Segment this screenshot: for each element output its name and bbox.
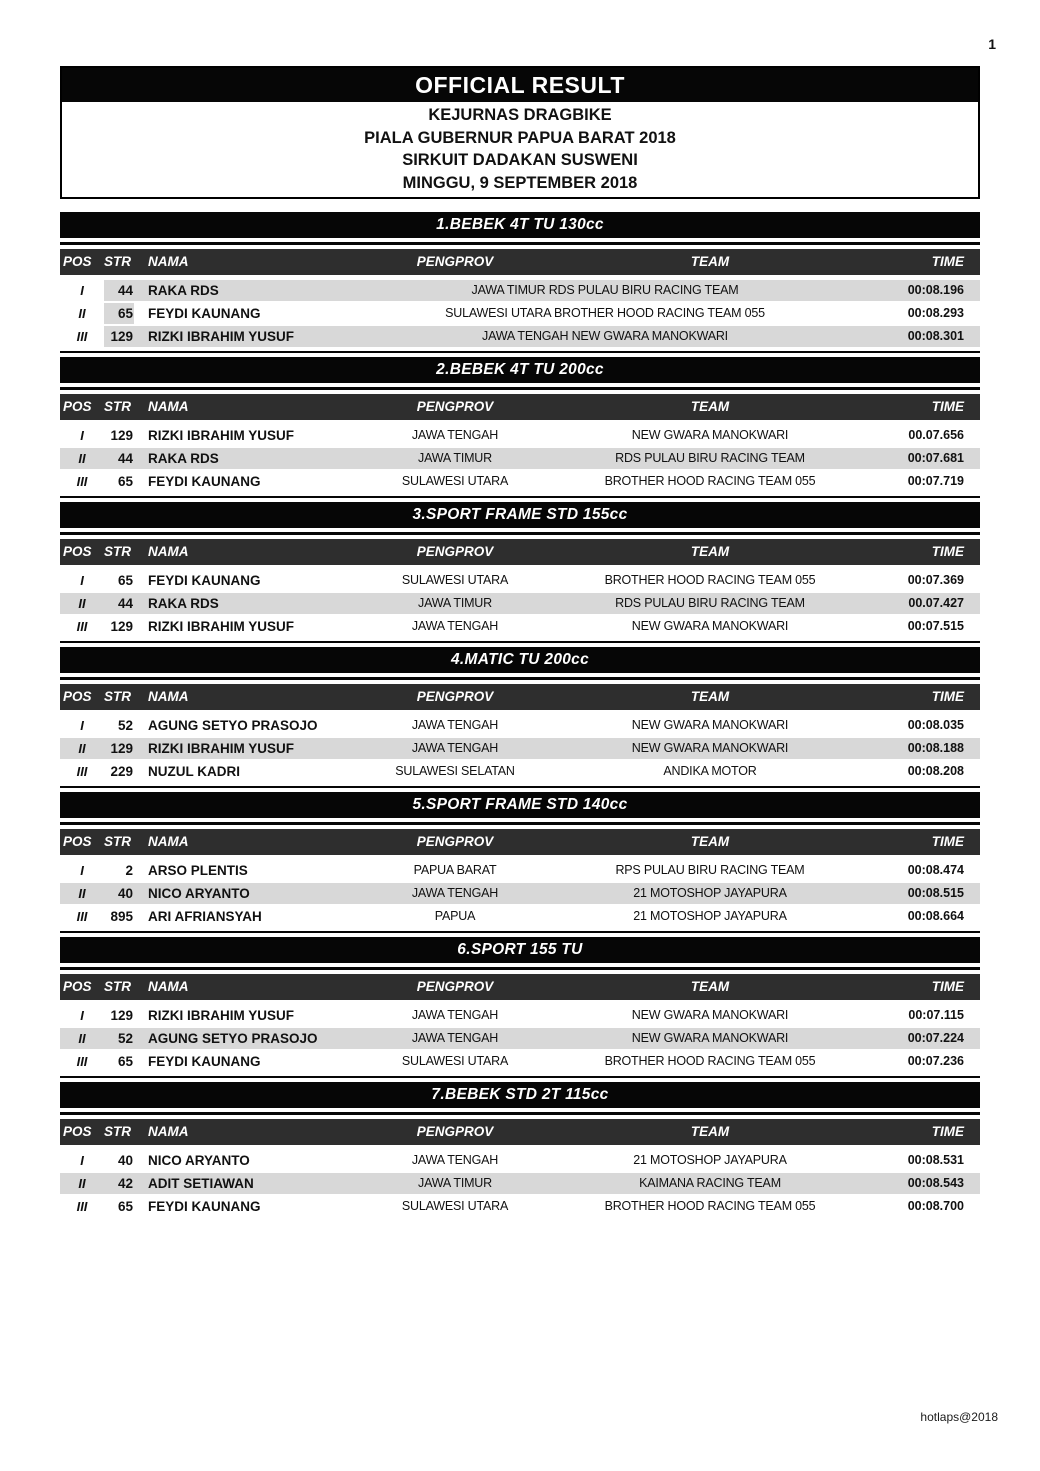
section-sport-155-tu bbox=[60, 937, 980, 1078]
team: ANDIKA MOTOR bbox=[663, 763, 757, 778]
team: NEW GWARA MANOKWARI bbox=[631, 1030, 789, 1045]
col-pengprov: PENGPROV bbox=[416, 398, 494, 414]
pengprov: SULAWESI UTARA bbox=[401, 572, 509, 587]
divider bbox=[60, 242, 980, 245]
divider bbox=[60, 351, 980, 354]
start-number: 52 bbox=[117, 1030, 133, 1046]
column-header-row bbox=[60, 249, 980, 275]
table-row bbox=[60, 1150, 980, 1171]
pengprov: SULAWESI UTARA bbox=[401, 473, 509, 488]
table-row bbox=[60, 471, 980, 492]
col-pengprov: PENGPROV bbox=[416, 978, 494, 994]
table-row bbox=[60, 738, 980, 759]
col-time: TIME bbox=[931, 978, 964, 994]
divider bbox=[60, 387, 980, 390]
start-number: 40 bbox=[117, 885, 133, 901]
pengprov: SULAWESI UTARA bbox=[445, 305, 551, 320]
pengprov: JAWA TENGAH bbox=[411, 740, 499, 755]
start-number: 52 bbox=[117, 717, 133, 733]
rider-name: FEYDI KAUNANG bbox=[148, 1198, 261, 1214]
col-pos: POS bbox=[63, 1123, 92, 1139]
pengprov: JAWA TENGAH bbox=[411, 885, 499, 900]
col-time: TIME bbox=[931, 398, 964, 414]
team: NEW GWARA MANOKWARI bbox=[631, 427, 789, 442]
col-time: TIME bbox=[931, 688, 964, 704]
pengprov: JAWA TENGAH bbox=[411, 1152, 499, 1167]
table-row bbox=[60, 1051, 980, 1072]
table-row bbox=[60, 1196, 980, 1217]
column-header-row bbox=[60, 1119, 980, 1145]
start-number: 129 bbox=[110, 328, 133, 344]
col-pengprov: PENGPROV bbox=[416, 688, 494, 704]
position: III bbox=[76, 328, 88, 344]
start-number: 65 bbox=[117, 473, 133, 489]
rider-name: RIZKI IBRAHIM YUSUF bbox=[148, 328, 295, 344]
time: 00:08.301 bbox=[907, 328, 964, 343]
table-row bbox=[60, 448, 980, 469]
time: 00:08.531 bbox=[907, 1152, 964, 1167]
col-pos: POS bbox=[63, 688, 92, 704]
table-row bbox=[60, 326, 980, 347]
table-row bbox=[60, 616, 980, 637]
section-matic-tu-200cc bbox=[60, 647, 980, 788]
start-number: 65 bbox=[117, 1198, 133, 1214]
time: 00:08.208 bbox=[907, 763, 964, 778]
col-str: STR bbox=[104, 1123, 131, 1139]
start-number: 129 bbox=[110, 740, 133, 756]
divider bbox=[60, 641, 980, 644]
col-str: STR bbox=[104, 398, 131, 414]
rider-name: ADIT SETIAWAN bbox=[148, 1175, 254, 1191]
col-pengprov: PENGPROV bbox=[416, 253, 494, 269]
position: III bbox=[76, 908, 88, 924]
pengprov: JAWA TIMUR bbox=[471, 282, 546, 297]
col-pengprov: PENGPROV bbox=[416, 1123, 494, 1139]
start-number: 65 bbox=[117, 1053, 133, 1069]
pengprov: SULAWESI SELATAN bbox=[395, 763, 515, 778]
rider-name: RAKA RDS bbox=[148, 282, 219, 298]
col-team: TEAM bbox=[690, 688, 730, 704]
section-title: 2.BEBEK 4T TU 200cc bbox=[60, 357, 980, 383]
page-number: 1 bbox=[988, 36, 996, 52]
team: 21 MOTOSHOP JAYAPURA bbox=[633, 908, 787, 923]
pengprov-team bbox=[350, 326, 860, 347]
team: BROTHER HOOD RACING TEAM 055 bbox=[604, 1053, 816, 1068]
rider-name: NICO ARYANTO bbox=[148, 1152, 250, 1168]
col-team: TEAM bbox=[690, 543, 730, 559]
table-row bbox=[60, 1028, 980, 1049]
table-row bbox=[60, 303, 980, 324]
position: III bbox=[76, 473, 88, 489]
position: II bbox=[78, 305, 86, 321]
header-subtitles bbox=[62, 102, 978, 197]
position: I bbox=[80, 1152, 84, 1168]
divider bbox=[60, 496, 980, 499]
section-bebek-4t-tu-200cc bbox=[60, 357, 980, 498]
time: 00:07.115 bbox=[908, 1007, 964, 1022]
col-pos: POS bbox=[63, 978, 92, 994]
pengprov-team bbox=[350, 303, 860, 324]
pengprov: SULAWESI UTARA bbox=[401, 1198, 509, 1213]
start-number: 129 bbox=[110, 427, 133, 443]
table-row bbox=[60, 860, 980, 881]
table-row bbox=[60, 570, 980, 591]
col-team: TEAM bbox=[690, 978, 730, 994]
time: 00:08.474 bbox=[907, 862, 964, 877]
position: I bbox=[80, 1007, 84, 1023]
table-row bbox=[60, 1005, 980, 1026]
pengprov: JAWA TENGAH bbox=[411, 1007, 499, 1022]
table-row bbox=[60, 906, 980, 927]
position: II bbox=[78, 1030, 86, 1046]
pengprov: JAWA TIMUR bbox=[418, 450, 492, 465]
pengprov: JAWA TENGAH bbox=[411, 427, 499, 442]
start-number: 40 bbox=[117, 1152, 133, 1168]
col-time: TIME bbox=[931, 1123, 964, 1139]
table-row bbox=[60, 715, 980, 736]
pengprov: JAWA TENGAH bbox=[482, 328, 569, 343]
rider-name: NUZUL KADRI bbox=[148, 763, 240, 779]
section-sport-frame-std-140cc bbox=[60, 792, 980, 933]
position: II bbox=[78, 1175, 86, 1191]
col-nama: NAMA bbox=[148, 688, 189, 704]
col-team: TEAM bbox=[690, 398, 730, 414]
team: BROTHER HOOD RACING TEAM 055 bbox=[604, 473, 816, 488]
table-row bbox=[60, 883, 980, 904]
pengprov: JAWA TENGAH bbox=[411, 717, 499, 732]
col-nama: NAMA bbox=[148, 398, 189, 414]
rider-name: FEYDI KAUNANG bbox=[148, 1053, 261, 1069]
col-nama: NAMA bbox=[148, 1123, 189, 1139]
start-number: 2 bbox=[125, 862, 133, 878]
team: 21 MOTOSHOP JAYAPURA bbox=[633, 1152, 787, 1167]
header-box bbox=[60, 66, 980, 199]
pengprov-team bbox=[350, 280, 860, 301]
team: NEW GWARA MANOKWARI bbox=[631, 740, 789, 755]
section-title: 1.BEBEK 4T TU 130cc bbox=[60, 212, 980, 238]
divider bbox=[60, 822, 980, 825]
col-pos: POS bbox=[63, 833, 92, 849]
event-circuit: SIRKUIT DADAKAN SUSWENI bbox=[402, 151, 638, 169]
table-row bbox=[60, 761, 980, 782]
position: I bbox=[80, 862, 84, 878]
column-header-row bbox=[60, 394, 980, 420]
divider bbox=[60, 786, 980, 789]
rider-name: RAKA RDS bbox=[148, 450, 219, 466]
rider-name: FEYDI KAUNANG bbox=[148, 305, 261, 321]
team: RDS PULAU BIRU RACING TEAM bbox=[548, 282, 739, 297]
position: II bbox=[78, 885, 86, 901]
divider bbox=[60, 967, 980, 970]
time: 00:08.188 bbox=[907, 740, 964, 755]
column-header-row bbox=[60, 974, 980, 1000]
col-pengprov: PENGPROV bbox=[416, 543, 494, 559]
team: BROTHER HOOD RACING TEAM 055 bbox=[553, 305, 765, 320]
divider bbox=[60, 1112, 980, 1115]
col-pos: POS bbox=[63, 543, 92, 559]
rider-name: RIZKI IBRAHIM YUSUF bbox=[148, 618, 295, 634]
table-row bbox=[60, 1173, 980, 1194]
rider-name: AGUNG SETYO PRASOJO bbox=[148, 717, 318, 733]
sheet-content bbox=[60, 0, 980, 1219]
time: 00:07.224 bbox=[907, 1030, 964, 1045]
pengprov: JAWA TIMUR bbox=[418, 595, 492, 610]
section-title: 5.SPORT FRAME STD 140cc bbox=[60, 792, 980, 818]
col-str: STR bbox=[104, 833, 131, 849]
pengprov: JAWA TENGAH bbox=[411, 618, 499, 633]
team: BROTHER HOOD RACING TEAM 055 bbox=[604, 572, 816, 587]
time: 00:08.543 bbox=[907, 1175, 964, 1190]
time: 00:08.035 bbox=[907, 717, 964, 732]
team: NEW GWARA MANOKWARI bbox=[631, 717, 789, 732]
col-team: TEAM bbox=[690, 253, 730, 269]
rider-name: RIZKI IBRAHIM YUSUF bbox=[148, 740, 295, 756]
divider bbox=[60, 931, 980, 934]
position: III bbox=[76, 763, 88, 779]
time: 00:08.700 bbox=[907, 1198, 964, 1213]
team: 21 MOTOSHOP JAYAPURA bbox=[633, 885, 787, 900]
divider bbox=[60, 532, 980, 535]
position: III bbox=[76, 618, 88, 634]
col-str: STR bbox=[104, 253, 131, 269]
start-number: 129 bbox=[110, 1007, 133, 1023]
position: I bbox=[80, 572, 84, 588]
time: 00.07.427 bbox=[908, 595, 964, 610]
position: III bbox=[76, 1198, 88, 1214]
position: II bbox=[78, 595, 86, 611]
section-title: 7.BEBEK STD 2T 115cc bbox=[60, 1082, 980, 1108]
team: NEW GWARA MANOKWARI bbox=[571, 328, 728, 343]
rider-name: RAKA RDS bbox=[148, 595, 219, 611]
start-number: 129 bbox=[110, 618, 133, 634]
team: RDS PULAU BIRU RACING TEAM bbox=[615, 595, 805, 610]
position: I bbox=[80, 717, 84, 733]
footer-credit: hotlaps@2018 bbox=[920, 1410, 998, 1424]
time: 00:08.196 bbox=[907, 282, 964, 297]
column-header-row bbox=[60, 684, 980, 710]
pengprov: JAWA TIMUR bbox=[418, 1175, 492, 1190]
divider bbox=[60, 677, 980, 680]
position: III bbox=[76, 1053, 88, 1069]
position: II bbox=[78, 740, 86, 756]
team: KAIMANA RACING TEAM bbox=[639, 1175, 781, 1190]
col-time: TIME bbox=[931, 253, 964, 269]
col-time: TIME bbox=[931, 543, 964, 559]
section-title: 4.MATIC TU 200cc bbox=[60, 647, 980, 673]
divider bbox=[60, 1076, 980, 1079]
spacer bbox=[60, 199, 980, 212]
team: RPS PULAU BIRU RACING TEAM bbox=[615, 862, 805, 877]
position: I bbox=[80, 282, 84, 298]
rider-name: RIZKI IBRAHIM YUSUF bbox=[148, 427, 295, 443]
time: 00:07.681 bbox=[907, 450, 964, 465]
start-number: 65 bbox=[117, 572, 133, 588]
start-number: 65 bbox=[117, 305, 133, 321]
time: 00:07.719 bbox=[907, 473, 964, 488]
section-title: 6.SPORT 155 TU bbox=[60, 937, 980, 963]
rider-name: AGUNG SETYO PRASOJO bbox=[148, 1030, 318, 1046]
start-number: 44 bbox=[117, 595, 133, 611]
col-str: STR bbox=[104, 978, 131, 994]
table-row bbox=[60, 280, 980, 301]
start-number: 44 bbox=[117, 450, 133, 466]
pengprov: SULAWESI UTARA bbox=[401, 1053, 509, 1068]
rider-name: ARSO PLENTIS bbox=[148, 862, 248, 878]
col-pos: POS bbox=[63, 253, 92, 269]
time: 00:08.293 bbox=[907, 305, 964, 320]
section-bebek-std-2t-115cc bbox=[60, 1082, 980, 1217]
team: NEW GWARA MANOKWARI bbox=[631, 618, 789, 633]
page-title: OFFICIAL RESULT bbox=[62, 68, 978, 102]
section-bebek-4t-tu-130cc bbox=[60, 212, 980, 353]
col-nama: NAMA bbox=[148, 543, 189, 559]
col-nama: NAMA bbox=[148, 253, 189, 269]
position: II bbox=[78, 450, 86, 466]
table-row bbox=[60, 425, 980, 446]
event-trophy: PIALA GUBERNUR PAPUA BARAT 2018 bbox=[364, 128, 676, 147]
event-date: MINGGU, 9 SEPTEMBER 2018 bbox=[402, 173, 638, 192]
col-time: TIME bbox=[931, 833, 964, 849]
start-number: 42 bbox=[117, 1175, 133, 1191]
rider-name: NICO ARYANTO bbox=[148, 885, 250, 901]
team: NEW GWARA MANOKWARI bbox=[631, 1007, 789, 1022]
position: I bbox=[80, 427, 84, 443]
col-nama: NAMA bbox=[148, 978, 189, 994]
team: BROTHER HOOD RACING TEAM 055 bbox=[604, 1198, 816, 1213]
start-number: 44 bbox=[117, 282, 133, 298]
col-str: STR bbox=[104, 688, 131, 704]
time: 00:08.515 bbox=[907, 885, 964, 900]
time: 00:07.369 bbox=[907, 572, 964, 587]
time: 00.07.656 bbox=[908, 427, 964, 442]
pengprov: PAPUA BARAT bbox=[413, 862, 497, 877]
col-pos: POS bbox=[63, 398, 92, 414]
column-header-row bbox=[60, 829, 980, 855]
time: 00:08.664 bbox=[907, 908, 964, 923]
pengprov: JAWA TENGAH bbox=[411, 1030, 499, 1045]
pengprov: PAPUA bbox=[434, 908, 476, 923]
start-number: 229 bbox=[110, 763, 133, 779]
col-str: STR bbox=[104, 543, 131, 559]
time: 00:07.236 bbox=[907, 1053, 964, 1068]
rider-name: FEYDI KAUNANG bbox=[148, 572, 261, 588]
col-team: TEAM bbox=[690, 833, 730, 849]
start-number: 895 bbox=[110, 908, 133, 924]
column-header-row bbox=[60, 539, 980, 565]
section-title: 3.SPORT FRAME STD 155cc bbox=[60, 502, 980, 528]
time: 00:07.515 bbox=[907, 618, 964, 633]
section-sport-frame-std-155cc bbox=[60, 502, 980, 643]
team: RDS PULAU BIRU RACING TEAM bbox=[615, 450, 805, 465]
rider-name: FEYDI KAUNANG bbox=[148, 473, 261, 489]
table-row bbox=[60, 593, 980, 614]
col-team: TEAM bbox=[690, 1123, 730, 1139]
rider-name: RIZKI IBRAHIM YUSUF bbox=[148, 1007, 295, 1023]
col-pengprov: PENGPROV bbox=[416, 833, 494, 849]
rider-name: ARI AFRIANSYAH bbox=[148, 908, 262, 924]
col-nama: NAMA bbox=[148, 833, 189, 849]
event-name: KEJURNAS DRAGBIKE bbox=[428, 106, 612, 124]
